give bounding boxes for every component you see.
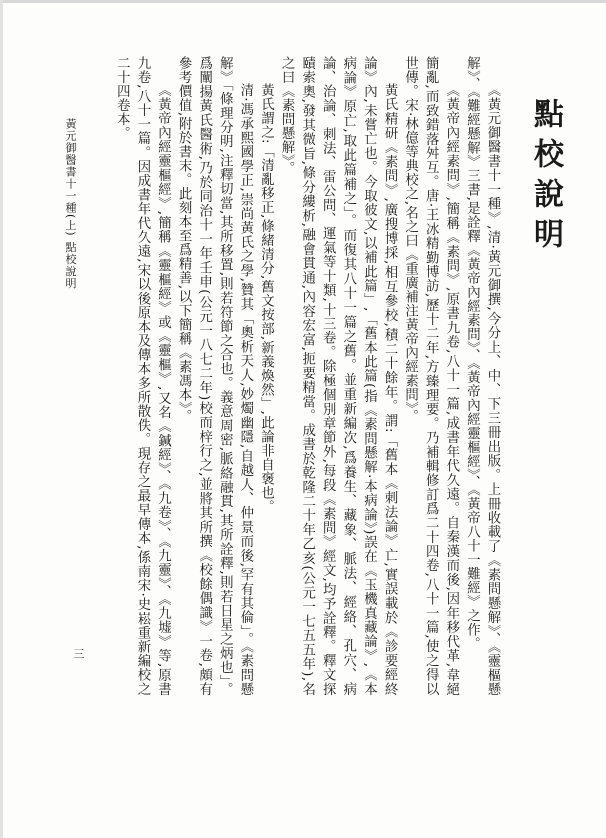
scan-edge-left [0, 0, 3, 838]
body-text [92, 56, 502, 696]
page-title: 點校說明 [528, 98, 563, 258]
paragraph: 黃氏謂之:「清亂移正,條緒清分,舊文按部,新義煥然」,此論非自褒也。 [258, 82, 274, 514]
paragraph: 黃氏精研《素問》,廣搜博採,相互參校,積二十餘年。謂:「舊本《刺法論》亡,實誤載於《診要經終論》內,未嘗亡也。今取彼文,以補此篇」,「舊本此篇(指《素問懸解·本病論》)誤在《玉機真藏論》,《本病論》原亡,取此篇補之」。而復其八十一篇之舊。並重新編次,爲養生、藏象、脈法、經絡、孔穴、病論、治論、刺法、雷公問、運氣等十類,十三卷。除極個別章節外,每段《素問》經文,均予詮釋。釋文探賾索奧,發其微旨,條分縷析,融會貫通,內容宏富,扼要精當。成書於乾隆二十年乙亥(公元一七五五年),名之曰《素問懸解》。 [279, 56, 398, 696]
paragraph: 《黃帝內經靈樞經》,簡稱《靈樞經》或《靈樞》,又名《鍼經》、《九卷》、《九靈》、《九墟》等,原書九卷,八十一篇。因成書年代久遠,宋以後原本及傳本多所散佚。現存之最早傳本,係南宋·史崧重新編校之二十四卷本。 [114, 56, 171, 696]
page-number: 三 [72, 648, 85, 659]
running-header: 黃元御醫書十一種(上) 點校說明 [64, 118, 77, 290]
paragraph: 《黃帝內經素問》,簡稱《素問》,原書九卷,八十一篇,成書年代久遠。自秦漢而後,因年移代革,韋絕簡亂,而致錯落舛互。唐·王冰精勤博訪,歷十二年,方臻理要。乃補輯修訂爲二十四卷,八十一篇,使之得以世傳。宋·林億等典校之,名之曰《重廣補注黃帝內經素問》。 [402, 56, 459, 696]
paragraph: 《黃元御醫書十一種》,清·黃元御撰,今分上、中、下三冊出版。上冊收載了《素問懸解》、《靈樞懸解》、《難經懸解》三書,是詮釋《黃帝內經素問》、《黃帝內經靈樞經》、《黃帝八十一難經》之作。 [464, 56, 500, 696]
paragraph: 清·馮承熙國學正,崇尚黃氏之學,贊其「奧析天人,妙燭幽隱,自越人、仲景而後,罕有其倫」。《素問懸解》「條理分明,注釋切當,其所移置,則若符節之合也。義意周密,脈絡融貫,其所詮釋,則若日星之炳也」。爲闡揚黃氏醫術,乃於同治十一年壬申(公元一八七二年)校而梓行之,並將其所撰《校餘偶識》一卷,頗有參考價值,附於書末。此刻本至爲精善,以下簡稱《素馮本》。 [176, 56, 253, 696]
scan-edge-top [0, 0, 606, 3]
